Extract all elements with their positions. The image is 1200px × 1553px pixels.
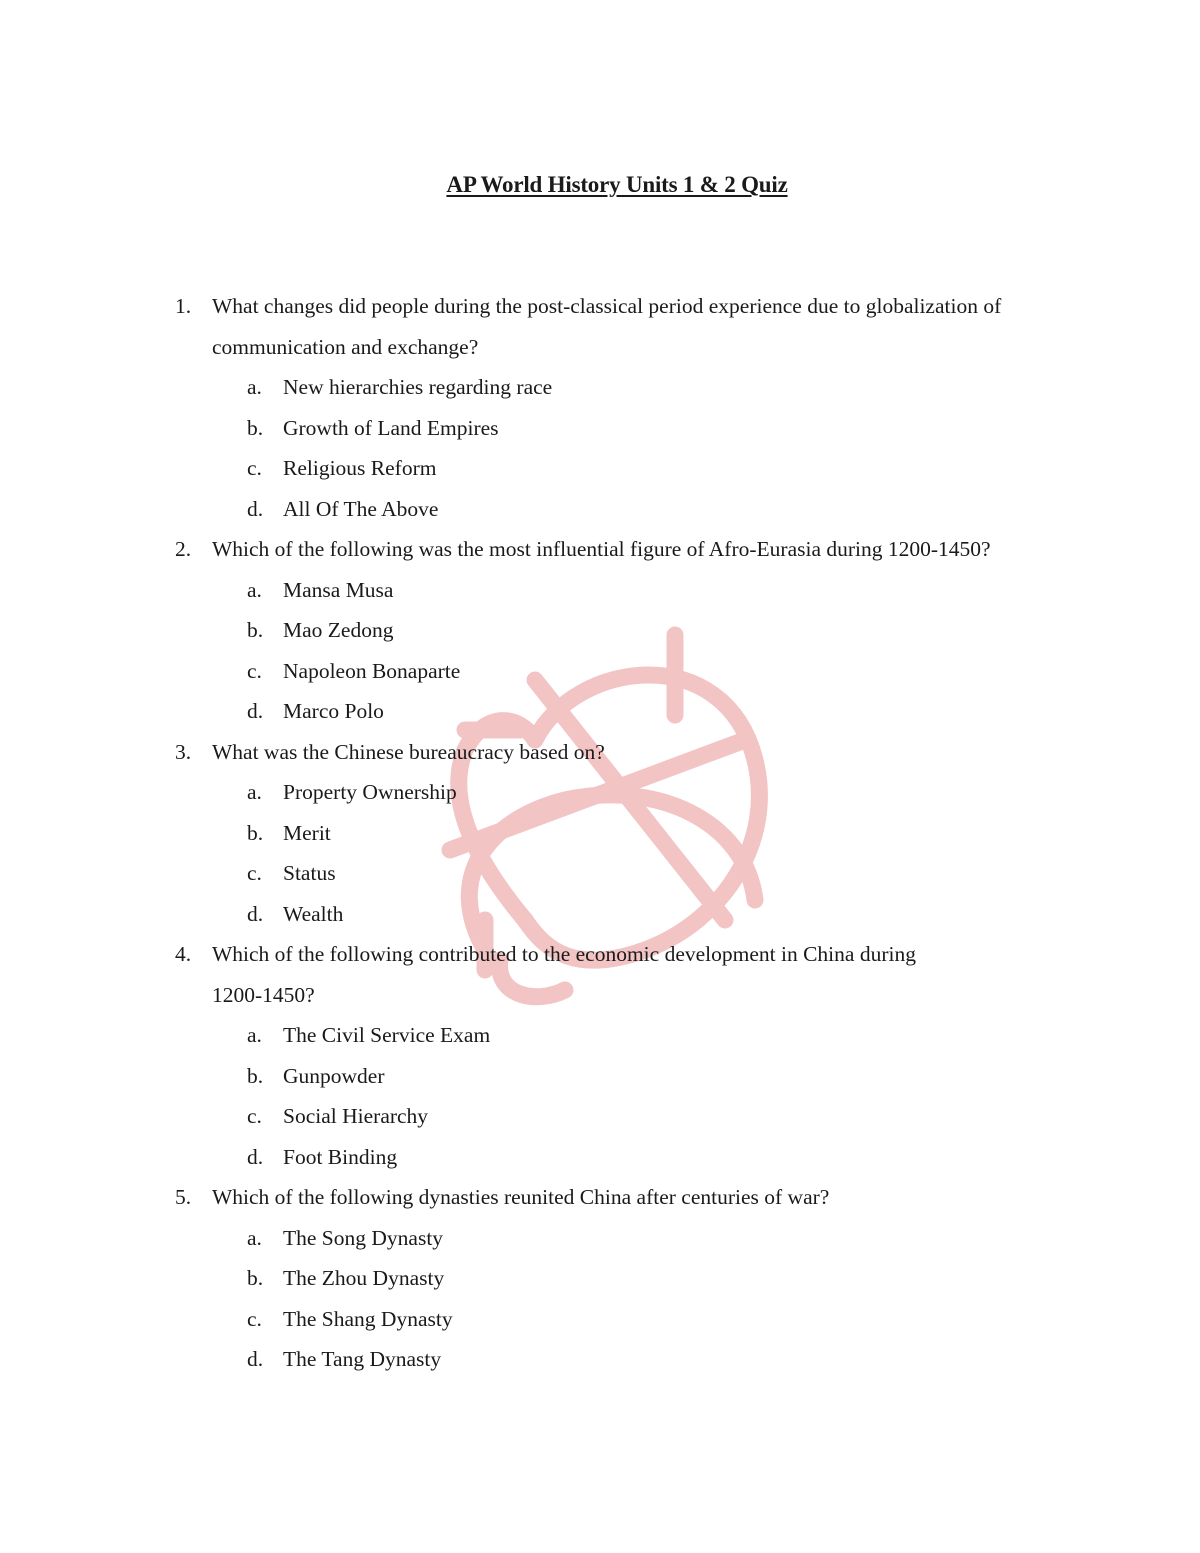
answer-option [0,853,1200,894]
answer-option [0,1056,1200,1097]
question-number: 2. [175,537,192,561]
option-letter: a. [247,780,262,804]
question-list [0,286,1200,1380]
answer-option [0,448,1200,489]
question-text: communication and exchange? [212,334,479,359]
option-text: The Zhou Dynasty [283,1266,445,1290]
answer-option [0,1218,1200,1259]
option-text: Napoleon Bonaparte [283,658,461,683]
question-item [0,934,1200,975]
option-text: New hierarchies regarding race [283,375,553,399]
question-text: Which of the following was the most influential figure of Afro-Eurasia during 1200-1450? [212,537,991,561]
question-number: 1. [175,294,192,318]
option-letter: a. [247,1225,262,1250]
option-text: All Of The Above [283,496,439,521]
question-number: 3. [175,739,192,764]
answer-option [0,570,1200,611]
option-letter: c. [247,1104,262,1128]
option-letter: b. [247,820,264,845]
option-letter: d. [247,699,264,723]
question-number: 4. [175,942,192,966]
answer-option [0,1299,1200,1340]
option-text: Wealth [283,901,344,926]
answer-option [0,367,1200,408]
question-number: 5. [175,1185,192,1209]
option-letter: b. [247,1063,264,1088]
question-item [0,529,1200,570]
question-text-continuation [0,975,1200,1016]
option-text: Growth of Land Empires [283,415,499,440]
answer-option [0,651,1200,692]
option-letter: b. [247,1266,264,1290]
option-text: Social Hierarchy [283,1104,429,1128]
option-letter: b. [247,415,264,440]
answer-option [0,1258,1200,1299]
page-title: AP World History Units 1 & 2 Quiz [446,172,788,197]
option-letter: b. [247,618,264,642]
option-text: Property Ownership [283,780,457,804]
option-text: Mansa Musa [283,577,394,602]
option-letter: a. [247,577,262,602]
option-letter: c. [247,861,262,885]
answer-option [0,1339,1200,1380]
option-letter: c. [247,658,262,683]
answer-option [0,691,1200,732]
question-text: What was the Chinese bureaucracy based on? [212,739,605,764]
option-text: The Tang Dynasty [283,1347,442,1371]
option-letter: c. [247,456,262,480]
option-text: The Shang Dynasty [283,1306,453,1331]
option-letter: d. [247,1347,264,1371]
question-text-continuation [0,327,1200,368]
option-text: Foot Binding [283,1144,398,1169]
answer-option [0,408,1200,449]
answer-option [0,1137,1200,1178]
option-text: Status [283,861,336,885]
question-text: What changes did people during the post-classical period experience due to globalization of [212,294,1002,318]
option-letter: a. [247,375,262,399]
question-text: 1200-1450? [212,982,315,1007]
answer-option [0,610,1200,651]
question-text: Which of the following contributed to the economic development in China during [212,942,916,966]
option-text: The Civil Service Exam [283,1023,491,1047]
option-text: Marco Polo [283,699,384,723]
answer-option [0,1096,1200,1137]
question-text: Which of the following dynasties reunited China after centuries of war? [212,1185,830,1209]
option-text: Mao Zedong [283,618,394,642]
option-letter: a. [247,1023,262,1047]
answer-option [0,1015,1200,1056]
option-letter: d. [247,1144,264,1169]
question-item [0,732,1200,773]
option-text: The Song Dynasty [283,1225,444,1250]
option-letter: c. [247,1306,262,1331]
answer-option [0,489,1200,530]
option-text: Religious Reform [283,456,437,480]
option-text: Merit [283,820,331,845]
answer-option [0,894,1200,935]
question-item [0,1177,1200,1218]
question-item [0,286,1200,327]
answer-option [0,813,1200,854]
option-text: Gunpowder [283,1063,385,1088]
answer-option [0,772,1200,813]
option-letter: d. [247,496,264,521]
option-letter: d. [247,901,264,926]
